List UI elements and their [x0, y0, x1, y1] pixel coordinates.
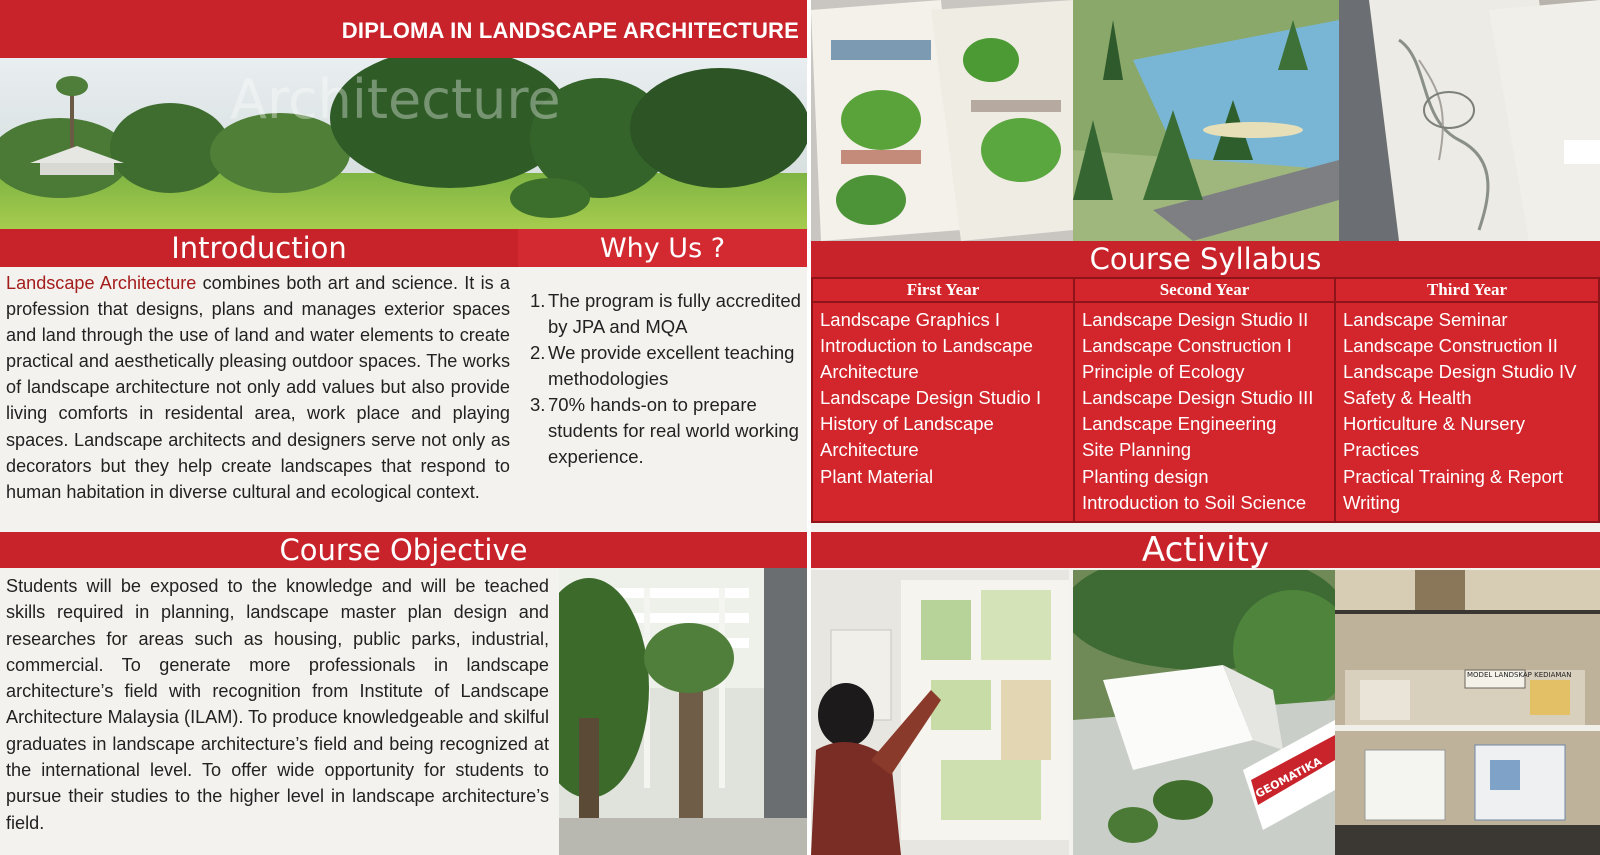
- plan-drawings-photo: [811, 0, 1073, 241]
- model-sign: MODEL LANDSKAP KEDIAMAN: [1467, 671, 1572, 679]
- third-year-title: Third Year: [1336, 279, 1598, 303]
- syllabus-item: Horticulture & Nursery Practices: [1343, 413, 1525, 461]
- svg-text:Architecture: Architecture: [230, 68, 561, 131]
- master-plan-sheets-photo: [1339, 0, 1600, 241]
- first-year-title: First Year: [813, 279, 1073, 303]
- course-syllabus-heading: Course Syllabus: [1089, 242, 1322, 276]
- introduction-heading: Introduction: [0, 229, 518, 267]
- syllabus-item: Landscape Design Studio I: [820, 387, 1042, 409]
- pavilion-photo: [559, 568, 807, 855]
- course-objective-text: Students will be exposed to the knowledge and will be teached skills required in planning, landscape master plan design and researches for areas such as housing, public parks, industrial, commercial. To generate more professionals in landscape architecture’s field with recognition from Institute of Landscape Architecture Malaysia (ILAM). To produce knowledgeable and skilful graduates in landscape architecture’s field and being recognized at the international level. To offer wide opportunity for students to pursue their studies to the higher level in landscape architecture’s field.: [6, 576, 549, 833]
- syllabus-item: Landscape Design Studio III: [1082, 387, 1314, 409]
- introduction-body: combines both art and science. It is a profession that designs, plans and manages exterior spaces and land through the use of land and water elements to create practical and aesthetically pleasing outdoor spaces. The works of landscape architecture not only add values but also provide living comforts in residental area, work place and playing spaces. Landscape architects and designers serve not only as decorators but they help create landscapes that respond to human habitation in diverse cultural and ecological context.: [6, 273, 510, 502]
- syllabus-item: History of Landscape Architecture: [820, 413, 994, 461]
- why-us-item: 1. The program is fully accredited by JPA and MQA: [530, 290, 801, 337]
- syllabus-item: Landscape Construction I: [1082, 335, 1292, 357]
- syllabus-item: Landscape Design Studio II: [1082, 309, 1309, 330]
- course-objective-heading: Course Objective: [0, 532, 807, 568]
- syllabus-item: Safety & Health: [1343, 387, 1472, 409]
- geomatika-sign: GEOMATIKA: [1253, 754, 1324, 801]
- syllabus-item: Landscape Design Studio IV: [1343, 361, 1577, 383]
- syllabus-item: Principle of Ecology: [1082, 361, 1245, 383]
- syllabus-item: Landscape Seminar: [1343, 309, 1508, 330]
- why-us-heading: Why Us ?: [518, 229, 807, 267]
- student-presentation-photo: [811, 570, 1069, 855]
- why-us-list: [530, 288, 806, 470]
- why-us-item: 2. We provide excellent teaching methodologies: [530, 342, 795, 389]
- syllabus-item: Practical Training & Report Writing: [1343, 465, 1564, 513]
- activity-heading: Activity: [1141, 530, 1270, 570]
- syllabus-second-year: [1073, 277, 1336, 523]
- second-year-title: Second Year: [1075, 279, 1334, 303]
- house-model-photo: [1073, 570, 1335, 855]
- syllabus-first-year: [811, 277, 1075, 523]
- syllabus-item: Introduction to Landscape Architecture: [820, 335, 1033, 383]
- syllabus-item: Plant Material: [820, 465, 934, 487]
- syllabus-item: Planting design: [1082, 465, 1209, 487]
- model-shelf-photo: [1335, 570, 1600, 855]
- introduction-lead: Landscape Architecture: [6, 273, 197, 293]
- why-us-item: 3. 70% hands-on to prepare students for real world working experience.: [530, 394, 799, 467]
- syllabus-item: Landscape Construction II: [1343, 335, 1558, 357]
- syllabus-item: Landscape Engineering: [1082, 413, 1277, 435]
- park-hero-photo: [0, 58, 807, 229]
- introduction-text: [6, 270, 510, 528]
- syllabus-item: Landscape Graphics I: [820, 309, 1000, 330]
- syllabus-item: Site Planning: [1082, 439, 1192, 461]
- landscape-model-photo: [1073, 0, 1339, 241]
- brochure-title: DIPLOMA IN LANDSCAPE ARCHITECTURE: [341, 18, 799, 43]
- syllabus-item: Introduction to Soil Science: [1082, 491, 1307, 513]
- syllabus-third-year: [1334, 277, 1600, 523]
